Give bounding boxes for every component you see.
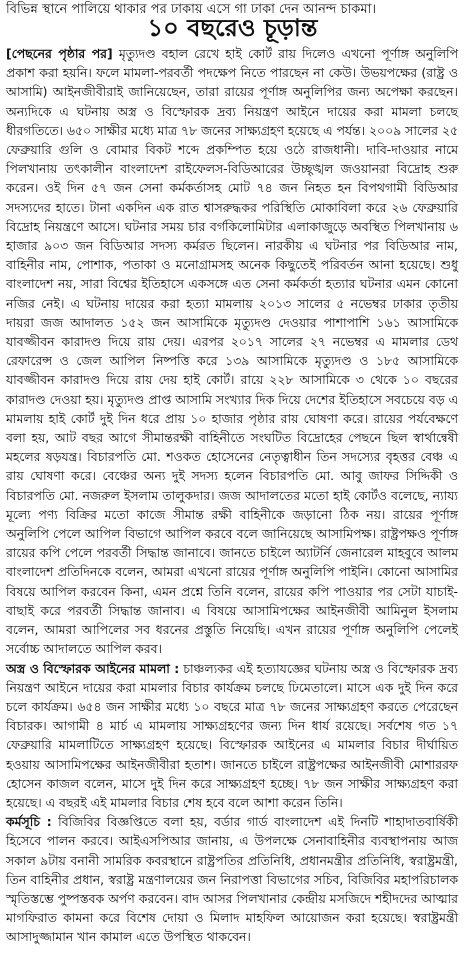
paragraph-programme [6, 812, 458, 946]
paragraph-text: চাঞ্চল্যকর এই হত্যাযজ্ঞের ঘটনায় অস্ত্র ও বিস্ফোরক দ্রব্য নিয়ন্ত্রণ আইনে দায়ের করা মামলার বিচার কার্যক্রম চলছে ঢিমেতালে। মাসে এক দুই দিন করে চলে কার্যক্রম। ৬৫৪ জন সাক্ষীর মধ্যে ১০ বছরে মাত্র ৭৮ জনের সাক্ষ্যগ্রহণ করতে পেরেছেন বিচারক। আগামী ৪ মার্চ এ মামলায় সাক্ষ্যগ্রহণের জন্য দিন ধার্য রয়েছে। সর্বশেষ গত ১৭ ফেব্রুয়ারি মামলাটিতে সাক্ষ্যগ্রহণ হয়েছে। বিস্ফোরক আইনের এ মামলার বিচার দীর্ঘায়িত হওয়ায় আসামিপক্ষের আইনজীবীরা হতাশ। জানতে চাইলে রাষ্ট্রপক্ষের আইনজীবী মোশাররফ হোসেন কাজল বলেন, মাসে দুই দিন করে সাক্ষ্যগ্রহণ হচ্ছে। ৭৮ জন সাক্ষীর সাক্ষ্যগ্রহণ করা হয়েছে। এ বছরই এই মামলার বিচার শেষ হবে বলে আশা করেন তিনি। [6, 660, 458, 810]
previous-article-last-line: বিভিন্ন স্থানে পালিয়ে থাকার পর ঢাকায় এসে গা ঢাকা দেন আনন্দ চাকমা। [6, 2, 377, 17]
paragraph-text: বিজিবির বিজ্ঞপ্তিতে বলা হয়, বর্ডার গার্ড বাংলাদেশ এই দিনটি শাহাদাতবার্ষিকী হিসেবে পালন করবে। আইএসপিআর জানায়, এ উপলক্ষে সেনাবাহিনীর ব্যবস্থাপনায় আজ সকাল ৯টায় বনানী সামরিক কবরস্থানে রাষ্ট্রপতির প্রতিনিধি, প্রধানমন্ত্রীর প্রতিনিধি, স্বরাষ্ট্রমন্ত্রী, তিন বাহিনীর প্রধান, স্বরাষ্ট্র মন্ত্রণালয়ের জন নিরাপত্তা বিভাগের সচিব, বিজিবির মহাপরিচালক স্মৃতিস্তম্ভে পুষ্পস্তবক অর্পণ করবেন। বাদ আসর পিলখানার কেন্দ্রীয় মসজিদে শহীদদের আত্মার মাগফিরাত কামনা করে বিশেষ দোয়া ও মিলাদ মাহফিল আয়োজন করা হয়েছে। স্বরাষ্ট্রমন্ত্রী আসাদুজ্জামান খান কামাল এতে উপস্থিত থাকবেন। [6, 814, 458, 945]
subheading-arms-explosives: অস্ত্র ও বিস্ফোরক আইনের মামলা : [6, 660, 180, 676]
continued-from-tag: [পেছনের পৃষ্ঠার পর] [6, 46, 113, 61]
paragraph-main [6, 44, 458, 659]
paragraph-text: মৃত্যুদণ্ড বহাল রেখে হাই কোর্ট রায় দিলেও এখনো পূর্ণাঙ্গ অনুলিপি প্রকাশ করা হয়নি। ফলে মামলা-পরবর্তী পদক্ষেপ নিতে পারছেন না কেউ। উভয়পক্ষের (রাষ্ট্র ও আসামি) আইনজীবীরাই জানিয়েছেন, তারা রায়ের পূর্ণাঙ্গ অনুলিপির জন্য অপেক্ষা করছেন। অন্যদিকে এ ঘটনায় অস্ত্র ও বিস্ফোরক দ্রব্য নিয়ন্ত্রণ আইনে দায়ের করা মামলা চলছে ধীরগতিতে। ৬৫০ সাক্ষীর মধ্যে মাত্র ৭৮ জনের সাক্ষ্যগ্রহণ হয়েছে এ পর্যন্ত। ২০০৯ সালের ২৫ ফেব্রুয়ারি গুলি ও বোমার বিকট শব্দে প্রকম্পিত হয়ে ওঠে রাজধানী। দাবি-দাওয়ার নামে পিলখানায় তৎকালীন বাংলাদেশ রাইফেলস-বিডিআরের উচ্ছৃঙ্খল জওয়ানরা বিদ্রোহ শুরু করেন। ওই দিন ৫৭ জন সেনা কর্মকর্তাসহ মোট ৭৪ জন নিহত হন বিপথগামী বিডিআর সদস্যদের হাতে। টানা একদিন এক রাত শ্বাসরুদ্ধকর পরিস্থিতি মোকাবিলা করে ২৬ ফেব্রুয়ারি বিদ্রোহ নিয়ন্ত্রণে আসে। ঘটনার সময় চার বর্গকিলোমিটার এলাকাজুড়ে অবস্থিত পিলখানায় ৬ হাজার ৯০৩ জন বিডিআর সদস্য কর্মরত ছিলেন। নারকীয় এ ঘটনার পর বিডিআর নাম, বাহিনীর নাম, পোশাক, পতাকা ও মনোগ্রামসহ অনেক কিছুতেই পরিবর্তন আনা হয়েছে। শুধু বাংলাদেশ নয়, সারা বিশ্বের ইতিহাসে একসঙ্গে এত সেনা কর্মকর্তা হত্যার ঘটনার এমন কোনো নজির নেই। এ ঘটনায় দায়ের করা হত্যা মামলায় ২০১৩ সালের ৫ নভেম্বর ঢাকার তৃতীয় দায়রা জজ আদালত ১৫২ জন আসামিকে মৃত্যুদণ্ড দেওয়ার পাশাপাশি ১৬১ আসামিকে যাবজ্জীবন কারাদণ্ড দিয়ে রায় দেয়। এরপর ২০১৭ সালের ২৭ নভেম্বর এ মামলার ডেথ রেফারেন্স ও জেল আপিল নিষ্পত্তি করে ১৩৯ আসামিকে মৃত্যুদণ্ড ও ১৮৫ আসামিকে যাবজ্জীবন কারাদণ্ড দিয়ে রায় দেয় হাই কোর্ট। রায়ে ২২৮ আসামিকে ৩ থেকে ১০ বছরের কারাদণ্ড দেওয়া হয়। মৃত্যুদণ্ড প্রাপ্ত আসামি সংখ্যার দিক দিয়ে দেশের ইতিহাসে সবচেয়ে বড় এ মামলায় হাই কোর্ট দুই দিন ধরে প্রায় ১০ হাজার পৃষ্ঠার রায় ঘোষণা করে। রায়ের পর্যবেক্ষণে বলা হয়, আট বছর আগে সীমান্তরক্ষী বাহিনীতে সংঘটিত বিদ্রোহের পেছনে ছিল স্বার্থান্বেষী মহলের ষড়যন্ত্র। বিচারপতি মো. শওকত হোসেনের নেতৃত্বাধীন তিন সদস্যের বৃহত্তর বেঞ্চ এ রায় ঘোষণা করে। বেঞ্চের অন্য দুই সদস্য হলেন বিচারপতি মো. আবু জাফর সিদ্দিকী ও বিচারপতি মো. নজরুল ইসলাম তালুকদার। জজ আদালতের মতো হাই কোর্টও বলেছে, ন্যায্য মূল্যে পণ্য বিক্রির মতো কাজে সীমান্ত রক্ষী বাহিনীকে জড়ানো ঠিক নয়। রায়ের পূর্ণাঙ্গ অনুলিপি পেলে আপিল বিভাগে আপিল করবে বলে জানিয়েছে আসামিপক্ষ। রাষ্ট্রপক্ষও পূর্ণাঙ্গ রায়ের কপি পেলে পরবর্তী সিদ্ধান্ত জানাবে। জানতে চাইলে অ্যাটর্নি জেনারেল মাহবুবে আলম বাংলাদেশ প্রতিদিনকে বলেন, আমরা এখনো রায়ের পূর্ণাঙ্গ অনুলিপি পাইনি। কোনো আসামির বিষয়ে আপিল করবেন কিনা, এমন প্রশ্নে তিনি বলেন, রায়ের কপি পাওয়ার পর সেটা যাচাই-বাছাই করে পরবর্তী সিদ্ধান্ত জানাব। এ বিষয়ে আসামিপক্ষের আইনজীবী আমিনুল ইসলাম বলেন, আমরা আপিলের সব ধরনের প্রস্তুতি নিয়েছি। এখন রায়ের পূর্ণাঙ্গ অনুলিপি পেলেই সর্বোচ্চ আদালতে আপিল করব। [6, 46, 458, 657]
article-body [6, 44, 458, 947]
paragraph-arms-explosives-case [6, 659, 458, 813]
article-headline: ১০ বছরেও চূড়ান্ত [147, 14, 318, 42]
subheading-programme: কর্মসূচি : [6, 814, 52, 830]
